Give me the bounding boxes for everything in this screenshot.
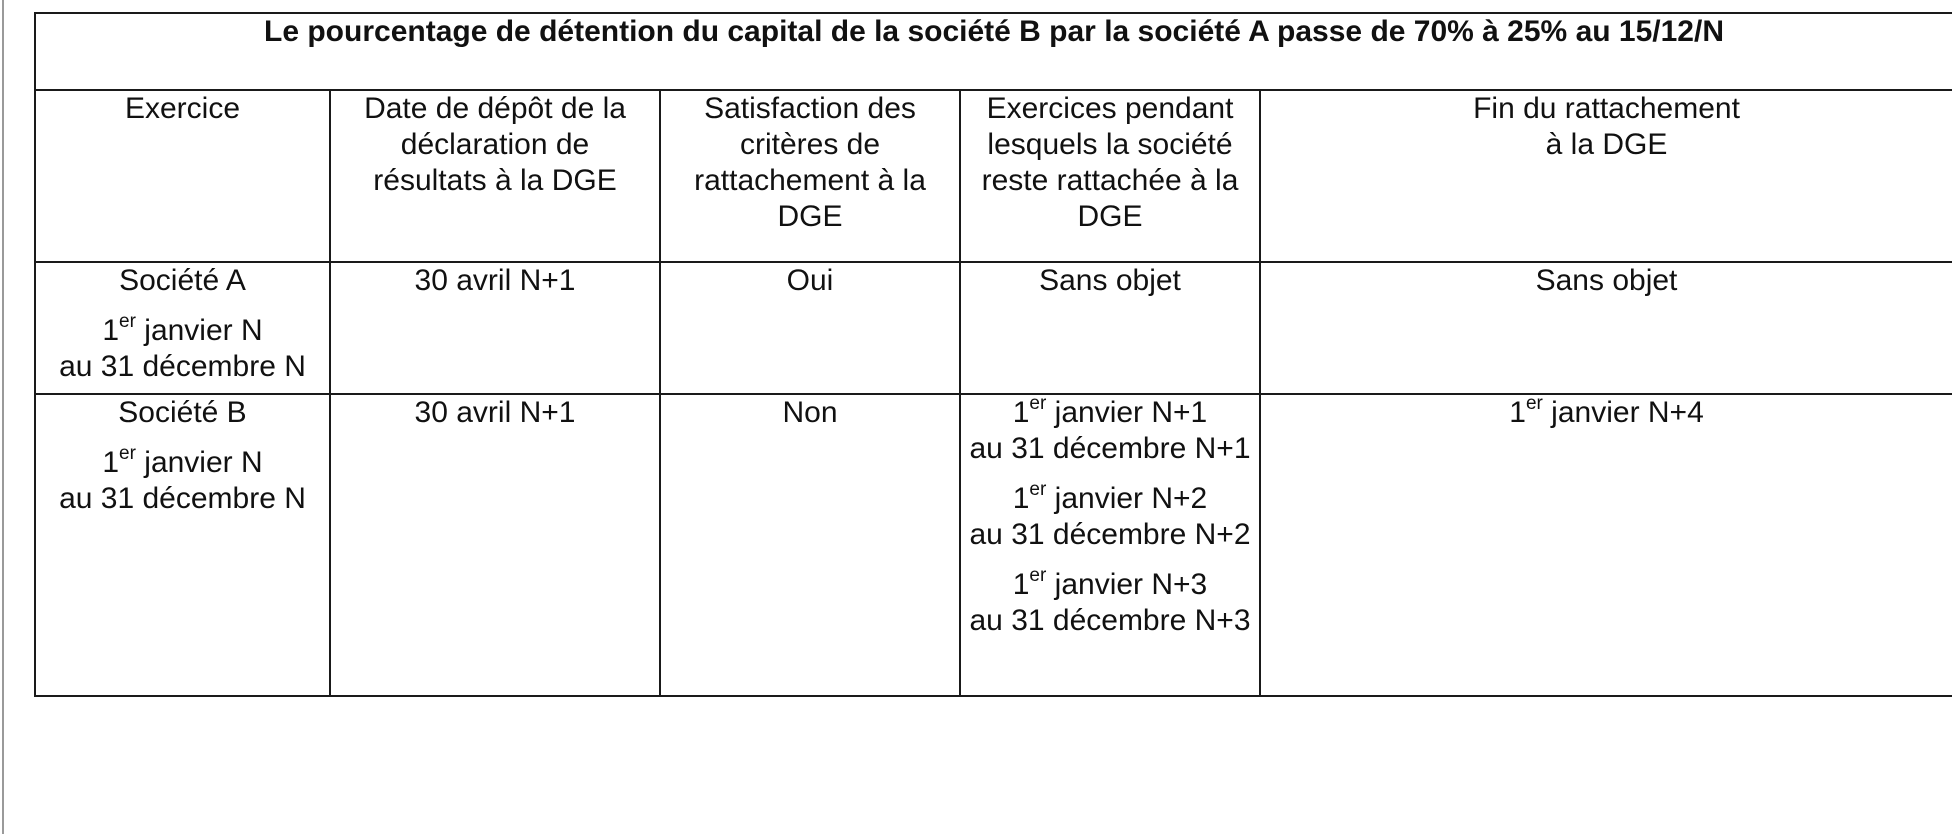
- header-line: déclaration de: [400, 128, 590, 161]
- end-value: [1261, 395, 1952, 431]
- header-line: DGE: [1077, 200, 1143, 233]
- title-row: [35, 13, 1952, 90]
- header-satisfaction: [660, 90, 960, 262]
- period-start-rest: janvier N: [135, 314, 263, 347]
- table-title: Le pourcentage de détention du capital de la société B par la société A passe de 70% à 25% au 15/12/N: [35, 13, 1952, 90]
- period-start-num: 1: [102, 314, 120, 347]
- attached-start-rest: janvier N+3: [1046, 568, 1208, 601]
- attached-start: [961, 395, 1259, 431]
- period-start-rest: janvier N: [135, 446, 263, 479]
- period-start-sup: er: [119, 311, 136, 332]
- header-line: lesquels la société: [987, 128, 1233, 161]
- attached-start-sup: er: [1029, 479, 1047, 500]
- cell-exercice-b: [35, 394, 330, 696]
- period-start: [36, 445, 329, 481]
- attached-start-rest: janvier N+1: [1046, 396, 1208, 429]
- end-sup: er: [1525, 393, 1543, 414]
- cell-attached-a: [960, 262, 1260, 394]
- cell-attached-b: [960, 394, 1260, 696]
- cell-deposit-a: [330, 262, 660, 394]
- attached-value: Sans objet: [1039, 264, 1181, 297]
- attached-start-sup: er: [1029, 393, 1047, 414]
- header-line: reste rattachée à la: [981, 164, 1239, 197]
- attached-end: au 31 décembre N+2: [969, 518, 1251, 551]
- end-num: 1: [1509, 396, 1526, 429]
- attached-start-sup: er: [1029, 565, 1047, 586]
- attached-start-rest: janvier N+2: [1046, 482, 1208, 515]
- attached-start: [961, 481, 1259, 517]
- cell-deposit-b: [330, 394, 660, 696]
- deposit-date: 30 avril N+1: [414, 264, 576, 297]
- attached-period-1: [961, 395, 1259, 467]
- header-line: à la DGE: [1545, 128, 1668, 161]
- header-line: Fin du rattachement: [1473, 92, 1740, 125]
- header-line: résultats à la DGE: [373, 164, 617, 197]
- criteria-value: Oui: [786, 264, 834, 297]
- header-exercices-rattachee: [960, 90, 1260, 262]
- attached-start-num: 1: [1012, 396, 1030, 429]
- period-end: au 31 décembre N: [59, 482, 306, 515]
- attached-start: [961, 567, 1259, 603]
- header-line: Date de dépôt de la: [364, 92, 626, 125]
- cell-end-a: [1260, 262, 1952, 394]
- attached-period-2: [961, 481, 1259, 553]
- company-name: Société A: [119, 264, 246, 297]
- cell-criteria-b: [660, 394, 960, 696]
- header-fin-rattachement: [1260, 90, 1952, 262]
- attached-start-num: 1: [1012, 568, 1030, 601]
- header-line: critères de: [739, 128, 881, 161]
- end-rest: janvier N+4: [1542, 396, 1704, 429]
- header-line: Satisfaction des: [704, 92, 916, 125]
- deposit-date: 30 avril N+1: [414, 396, 576, 429]
- header-line: rattachement à la: [694, 164, 926, 197]
- attached-end: au 31 décembre N+1: [969, 432, 1251, 465]
- header-line: DGE: [777, 200, 843, 233]
- header-row: [35, 90, 1952, 262]
- attached-period-3: [961, 567, 1259, 639]
- attached-start-num: 1: [1012, 482, 1030, 515]
- cell-exercice-a: [35, 262, 330, 394]
- end-value: Sans objet: [1535, 264, 1678, 297]
- period-start-num: 1: [102, 446, 120, 479]
- dge-table: [34, 12, 1952, 697]
- cell-end-b: [1260, 394, 1952, 696]
- header-exercice: [35, 90, 330, 262]
- period-start-sup: er: [119, 443, 136, 464]
- period-end: au 31 décembre N: [59, 350, 306, 383]
- company-name: Société B: [118, 396, 247, 429]
- header-date-depot: [330, 90, 660, 262]
- table-row-societe-a: [35, 262, 1952, 394]
- attached-end: au 31 décembre N+3: [969, 604, 1251, 637]
- header-line: Exercice: [124, 92, 241, 125]
- table-row-societe-b: [35, 394, 1952, 696]
- period-start: [36, 313, 329, 349]
- cell-criteria-a: [660, 262, 960, 394]
- header-line: Exercices pendant: [986, 92, 1234, 125]
- criteria-value: Non: [782, 396, 838, 429]
